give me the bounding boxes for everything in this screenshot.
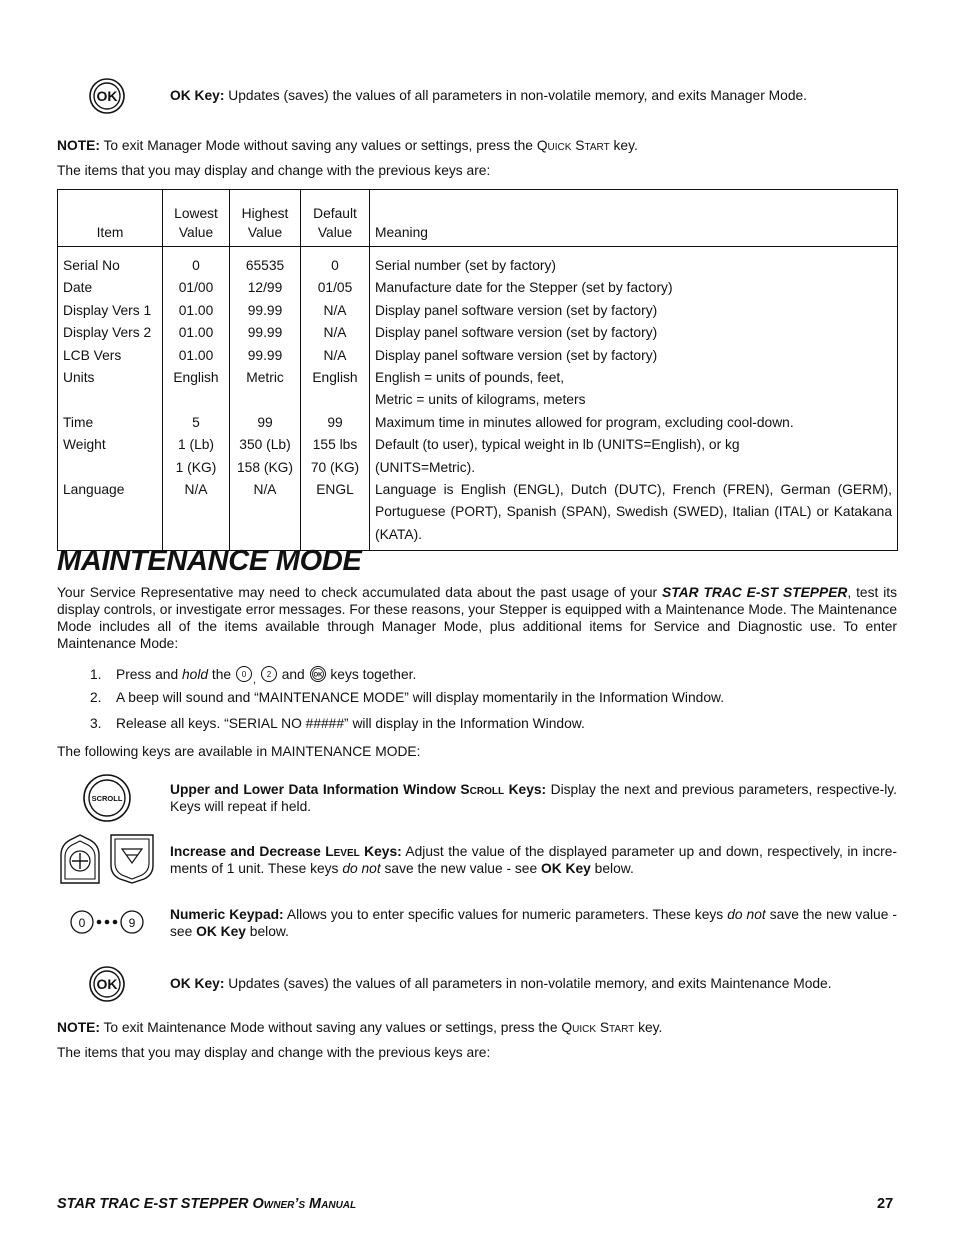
cell-lowest: 01/00 (163, 277, 230, 299)
cell-meaning: Display panel software version (set by factory) (370, 345, 898, 367)
ok-key-icon (57, 964, 157, 1004)
scroll-key-row (57, 773, 897, 823)
cell-default: N/A (301, 322, 370, 344)
cell-highest (230, 389, 301, 411)
maintenance-table-intro: The items that you may display and change with the previous keys are: (57, 1045, 491, 1060)
cell-lowest: 1 (Lb) (163, 434, 230, 456)
table-row (58, 389, 898, 411)
cell-meaning: (UNITS=Metric). (370, 457, 898, 479)
numeric-keypad-description: Numeric Keypad: Allows you to enter specific values for numeric parameters. These keys do not save the new value - see OK Key below. (170, 907, 898, 939)
table-row (58, 412, 898, 434)
cell-default: 99 (301, 412, 370, 434)
table-row (58, 247, 898, 278)
cell-item (58, 389, 163, 411)
cell-meaning: Language is English (ENGL), Dutch (DUTC), French (FREN), German (GERM), Portuguese (PORT), Spanish (SPAN), Swedish (SWED), Italian (ITAL) or Katakana (KATA). (370, 479, 898, 551)
scroll-key-description: Upper and Lower Data Information Window Scroll Keys: Display the next and previous parameters, respective-ly. Keys will repeat if held. (170, 782, 897, 814)
cell-highest: 350 (Lb) (230, 434, 301, 456)
cell-item: Units (58, 367, 163, 389)
svg-text:SCROLL: SCROLL (91, 794, 123, 803)
page-number: 27 (877, 1196, 894, 1212)
manager-note: NOTE: To exit Manager Mode without saving any values or settings, press the Quick Start key. (57, 138, 638, 153)
svg-text:OK: OK (96, 88, 118, 104)
header-lowest: Lowest Value (163, 190, 230, 247)
cell-meaning: English = units of pounds, feet, (370, 367, 898, 389)
svg-text:9: 9 (128, 916, 136, 930)
cell-default: N/A (301, 300, 370, 322)
cell-meaning: Manufacture date for the Stepper (set by factory) (370, 277, 898, 299)
cell-item: Display Vers 2 (58, 322, 163, 344)
zero-key-icon (235, 665, 253, 686)
cell-highest: 65535 (230, 247, 301, 278)
cell-default (301, 389, 370, 411)
cell-default: 70 (KG) (301, 457, 370, 479)
table-row (58, 457, 898, 479)
svg-text:OK: OK (313, 672, 323, 679)
table-row (58, 367, 898, 389)
cell-highest: Metric (230, 367, 301, 389)
table-row (58, 300, 898, 322)
cell-default: ENGL (301, 479, 370, 551)
cell-default: English (301, 367, 370, 389)
table-row (58, 322, 898, 344)
maintenance-ok-key-row (57, 964, 897, 1004)
cell-lowest: 01.00 (163, 345, 230, 367)
cell-lowest: 0 (163, 247, 230, 278)
cell-meaning: Maximum time in minutes allowed for program, excluding cool-down. (370, 412, 898, 434)
cell-meaning: Metric = units of kilograms, meters (370, 389, 898, 411)
cell-highest: 99.99 (230, 345, 301, 367)
cell-lowest: N/A (163, 479, 230, 551)
cell-meaning: Display panel software version (set by factory) (370, 322, 898, 344)
cell-item: LCB Vers (58, 345, 163, 367)
step-3: 3. Release all keys. “SERIAL NO #####” will display in the Information Window. (90, 716, 585, 731)
numeric-keypad-icon (57, 902, 157, 942)
scroll-key-icon (57, 773, 157, 823)
cell-lowest: 01.00 (163, 300, 230, 322)
cell-item (58, 457, 163, 479)
cell-item: Time (58, 412, 163, 434)
cell-default: 0 (301, 247, 370, 278)
manager-ok-key-row (57, 76, 897, 116)
maintenance-mode-heading: MAINTENANCE MODE (57, 545, 362, 577)
cell-highest: 99 (230, 412, 301, 434)
cell-lowest: 01.00 (163, 322, 230, 344)
cell-highest: 158 (KG) (230, 457, 301, 479)
cell-highest: 99.99 (230, 300, 301, 322)
cell-default: 01/05 (301, 277, 370, 299)
cell-meaning: Serial number (set by factory) (370, 247, 898, 278)
keys-intro: The following keys are available in MAINTENANCE MODE: (57, 744, 421, 759)
cell-item: Date (58, 277, 163, 299)
maintenance-ok-description: OK Key: Updates (saves) the values of all parameters in non-volatile memory, and exits Maintenance Mode. (170, 976, 832, 991)
cell-item: Weight (58, 434, 163, 456)
manager-ok-description: OK Key: Updates (saves) the values of all parameters in non-volatile memory, and exits Manager Mode. (170, 88, 808, 103)
maintenance-note: NOTE: To exit Maintenance Mode without saving any values or settings, press the Quick Start key. (57, 1020, 663, 1035)
cell-default: 155 lbs (301, 434, 370, 456)
header-item: Item (58, 190, 163, 247)
table-row (58, 345, 898, 367)
ok-key-icon (57, 76, 157, 116)
cell-item: Display Vers 1 (58, 300, 163, 322)
svg-text:OK: OK (96, 976, 118, 992)
cell-lowest: 1 (KG) (163, 457, 230, 479)
table-row (58, 434, 898, 456)
level-keys-icon (57, 833, 157, 885)
table-row (58, 277, 898, 299)
cell-item: Language (58, 479, 163, 551)
two-key-icon (260, 665, 278, 686)
footer-title: STAR TRAC E-ST STEPPER Owner’s Manual (57, 1196, 357, 1212)
numeric-keypad-row (57, 902, 897, 942)
header-default: Default Value (301, 190, 370, 247)
table-intro: The items that you may display and change with the previous keys are: (57, 163, 491, 178)
cell-default: N/A (301, 345, 370, 367)
step-2: 2. A beep will sound and “MAINTENANCE MODE” will display momentarily in the Information Window. (90, 690, 725, 705)
maintenance-intro-paragraph: Your Service Representative may need to check accumulated data about the past usage of your STAR TRAC E-ST STEPPER, test its display controls, or investigate error messages. For these reasons, your Stepper is equipped with a Maintenance Mode. The Maintenance Mode includes all of the items available through Manager Mode, plus additional items for Service and Diagnostic use. To enter Maintenance Mode: (57, 585, 897, 651)
cell-lowest: 5 (163, 412, 230, 434)
level-keys-description: Increase and Decrease Level Keys: Adjust the value of the displayed parameter up and down, respectively, in incre-ments of 1 unit. These keys do not save the new value - see OK Key below. (170, 844, 897, 876)
manager-parameters-table (57, 189, 898, 551)
level-key-row (57, 833, 897, 885)
cell-lowest: English (163, 367, 230, 389)
header-meaning: Meaning (370, 190, 898, 247)
ok-small-key-icon (309, 665, 327, 686)
cell-item: Serial No (58, 247, 163, 278)
cell-highest: 12/99 (230, 277, 301, 299)
cell-lowest (163, 389, 230, 411)
header-highest: Highest Value (230, 190, 301, 247)
cell-highest: 99.99 (230, 322, 301, 344)
step-1: 1. Press and hold the 0 , 2 and OK keys together. (90, 665, 416, 686)
svg-text:0: 0 (241, 670, 247, 679)
table-row (58, 479, 898, 551)
cell-meaning: Display panel software version (set by factory) (370, 300, 898, 322)
svg-text:2: 2 (266, 670, 272, 679)
cell-meaning: Default (to user), typical weight in lb (UNITS=English), or kg (370, 434, 898, 456)
svg-text:0: 0 (78, 916, 86, 930)
cell-highest: N/A (230, 479, 301, 551)
